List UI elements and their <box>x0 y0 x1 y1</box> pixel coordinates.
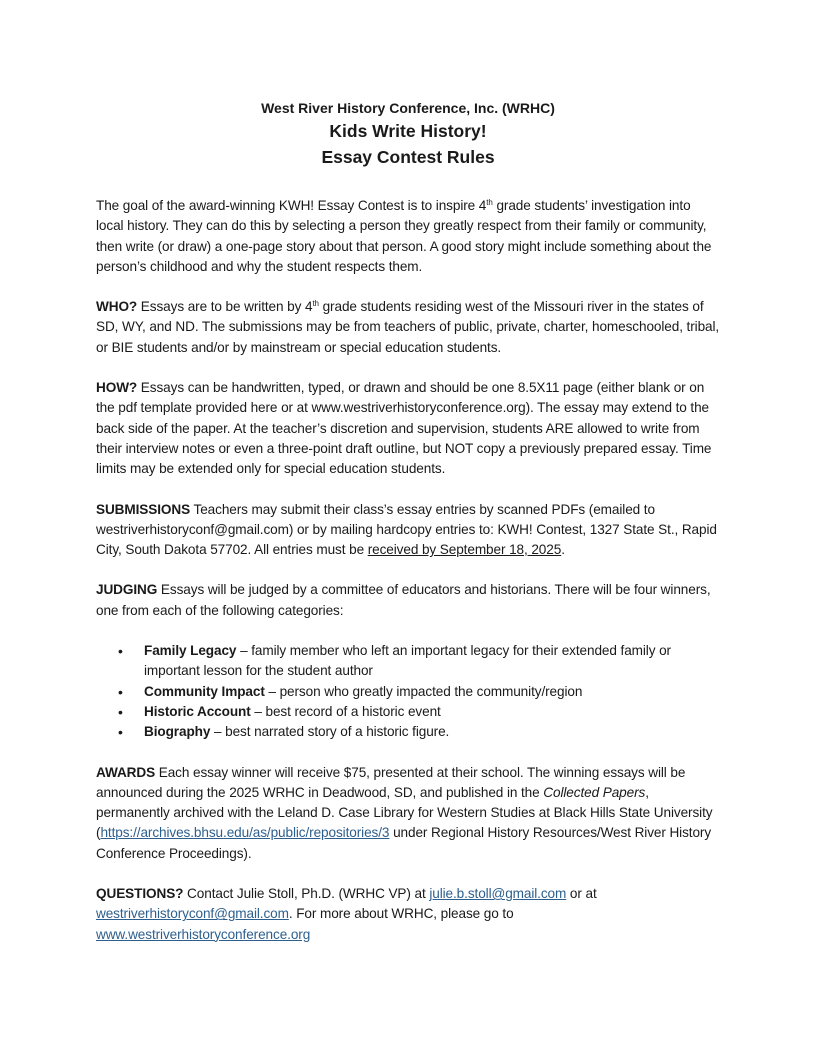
how-text: Essays can be handwritten, typed, or drawn and should be one 8.5X11 page (either blank or on the pdf template provided here or at www.westriverhistoryconference.org). The essay may extend to the back side of the paper. At the teacher’s discretion and supervision, students ARE allowed to write from their interview notes or even a three-point draft outline, but NOT copy a previously prepared essay. Time limits may be extended only for special education students. <box>96 380 712 477</box>
awards-paragraph <box>96 763 720 864</box>
conference-email-link[interactable]: westriverhistoryconf@gmail.com <box>96 906 289 922</box>
archive-link[interactable]: https://archives.bhsu.edu/as/public/repositories/3 <box>100 825 390 841</box>
judging-heading: JUDGING <box>96 582 158 598</box>
category-list <box>96 641 720 742</box>
awards-text-a: Each essay winner will receive $75, presented at their school. The winning essays will be announced during the 2025 WRHC in Deadwood, SD, and published in the <box>96 764 686 800</box>
submissions-end: . <box>561 542 565 558</box>
list-item <box>144 641 720 682</box>
list-item <box>144 702 720 722</box>
category-desc: – person who greatly impacted the community/region <box>264 683 583 699</box>
category-name: Family Legacy <box>144 643 237 659</box>
document-header <box>96 98 720 170</box>
awards-heading: AWARDS <box>96 764 156 780</box>
questions-text-c: . For more about WRHC, please go to <box>288 906 514 922</box>
category-desc: – best record of a historic event <box>250 703 441 719</box>
category-name: Historic Account <box>144 703 251 719</box>
who-text-a: Essays are to be written by 4 <box>137 299 313 315</box>
intro-sup: th <box>486 198 493 207</box>
questions-text-a: Contact Julie Stoll, Ph.D. (WRHC VP) at <box>183 886 430 902</box>
questions-paragraph <box>96 884 720 945</box>
submissions-heading: SUBMISSIONS <box>96 501 191 517</box>
contact-email-link[interactable]: julie.b.stoll@gmail.com <box>429 886 567 902</box>
intro-paragraph <box>96 196 720 277</box>
rules-title: Essay Contest Rules <box>321 147 495 167</box>
submissions-text: Teachers may submit their class’s essay entries by scanned PDFs (emailed to westriverhistoryconf@gmail.com) or by mailing hardcopy entries to: KWH! Contest, 1327 State St., Rapid City, South Dakota 57702. All entries must be <box>96 501 717 558</box>
body <box>96 196 720 945</box>
publication-title: Collected Papers <box>543 784 646 800</box>
awards-text-b: , permanently archived with the Leland D. Case Library for Western Studies at Black Hills State University ( <box>96 784 713 841</box>
intro-text-b: grade students’ investigation into local history. They can do this by selecting a person they greatly respect from their family or community, then write (or draw) a one-page story about that person. A good story might include something about the person’s childhood and why the student respects them. <box>96 198 712 274</box>
who-paragraph <box>96 297 720 358</box>
category-name: Biography <box>144 724 211 740</box>
who-sup: th <box>312 299 319 309</box>
contest-title: Kids Write History! <box>329 121 487 141</box>
category-desc: – family member who left an important legacy for their extended family or important lesson for the student author <box>144 643 671 679</box>
org-name: West River History Conference, Inc. (WRHC) <box>261 100 555 116</box>
judging-text: Essays will be judged by a committee of educators and historians. There will be four winners, one from each of the following categories: <box>96 582 711 618</box>
category-name: Community Impact <box>144 683 265 699</box>
deadline-text: received by September 18, 2025 <box>367 542 562 558</box>
category-desc: – best narrated story of a historic figure. <box>210 724 450 740</box>
who-text-b: grade students residing west of the Missouri river in the states of SD, WY, and ND. The submissions may be from teachers of public, private, charter, homeschooled, tribal, or BIE students and/or by mainstream or special education students. <box>96 299 720 355</box>
how-paragraph <box>96 378 720 479</box>
judging-paragraph <box>96 580 720 621</box>
list-item <box>144 682 720 702</box>
who-heading: WHO? <box>96 299 138 315</box>
how-heading: HOW? <box>96 380 138 396</box>
awards-text-c: under Regional History Resources/West River History Conference Proceedings). <box>96 825 712 861</box>
intro-text-a: The goal of the award-winning KWH! Essay Contest is to inspire 4 <box>96 198 487 213</box>
website-link[interactable]: www.westriverhistoryconference.org <box>96 926 311 942</box>
list-item <box>144 722 720 742</box>
questions-heading: QUESTIONS? <box>96 886 184 902</box>
submissions-paragraph <box>96 500 720 561</box>
questions-text-b: or at <box>566 886 597 902</box>
